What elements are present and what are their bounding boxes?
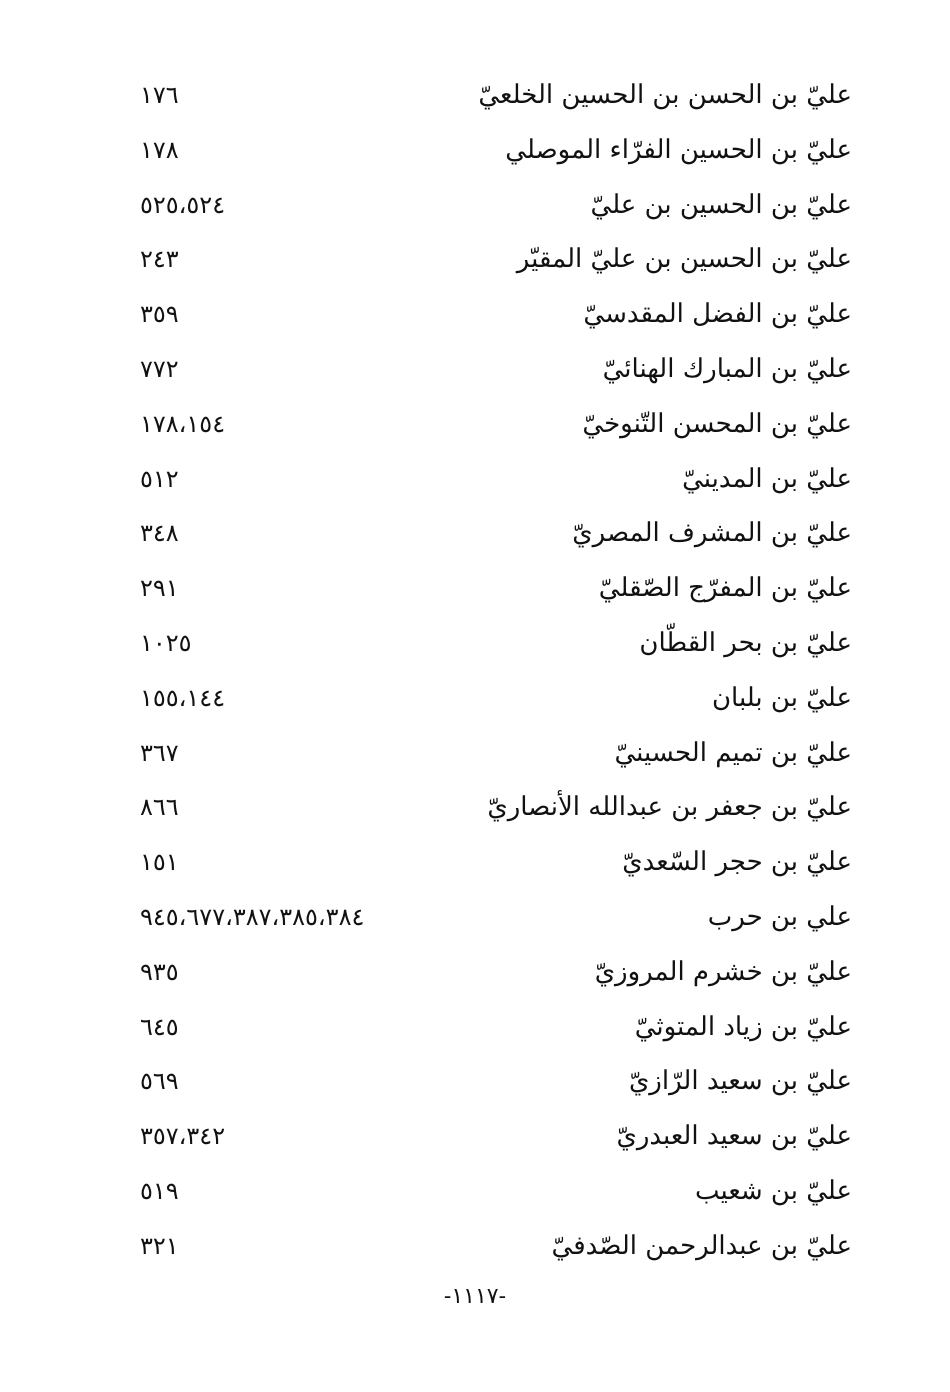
- index-entry: [140, 506, 852, 561]
- entry-name: عليّ بن زياد المتوثيّ: [634, 1011, 852, 1042]
- entry-name: عليّ بن تميم الحسينيّ: [614, 737, 852, 768]
- index-entry: [140, 890, 852, 945]
- entry-page-refs: ٥٢٥،٥٢٤: [140, 190, 226, 219]
- entry-page-refs: ٥١٩: [140, 1176, 179, 1205]
- entry-page-refs: ٣٢١: [140, 1231, 179, 1260]
- entry-page-refs: ٦٤٥: [140, 1012, 179, 1041]
- index-entry: [140, 835, 852, 890]
- entry-page-refs: ٢٤٣: [140, 245, 179, 274]
- entry-name: عليّ بن خشرم المروزيّ: [594, 956, 852, 987]
- entry-name: عليّ بن الفضل المقدسيّ: [583, 299, 852, 330]
- index-entry: [140, 342, 852, 397]
- index-entry: [140, 1164, 852, 1219]
- index-entry: [140, 452, 852, 507]
- entry-name: عليّ بن الحسين الفرّاء الموصلي: [505, 134, 852, 165]
- index-entry: [140, 1219, 852, 1274]
- entry-name: عليّ بن الحسين بن عليّ: [590, 189, 852, 220]
- index-entry: [140, 1054, 852, 1109]
- index-entry: [140, 671, 852, 726]
- entry-page-refs: ٩٤٥،٦٧٧،٣٨٧،٣٨٥،٣٨٤: [140, 902, 365, 931]
- entry-name: علي بن حرب: [707, 901, 852, 932]
- entry-name: عليّ بن شعيب: [694, 1175, 852, 1206]
- entry-page-refs: ١٠٢٥: [140, 628, 192, 657]
- entry-page-refs: ٣٤٨: [140, 519, 179, 548]
- index-entry: [140, 397, 852, 452]
- index-entry: [140, 1109, 852, 1164]
- entry-name: عليّ بن بلبان: [711, 682, 852, 713]
- entry-page-refs: ١٧٦: [140, 81, 179, 109]
- entry-name: عليّ بن المفرّج الصّقليّ: [598, 573, 852, 604]
- entry-name: عليّ بن سعيد العبدريّ: [616, 1121, 852, 1152]
- index-entry: [140, 68, 852, 123]
- entry-page-refs: ٨٦٦: [140, 793, 179, 822]
- entry-page-refs: ٣٦٧: [140, 738, 179, 767]
- index-entry: [140, 287, 852, 342]
- index-entry: [140, 616, 852, 671]
- index-entry: [140, 780, 852, 835]
- index-entry: [140, 561, 852, 616]
- page-number: -١١١٧-: [443, 1284, 507, 1309]
- entry-page-refs: ١٧٨: [140, 135, 179, 164]
- entry-page-refs: ٣٥٧،٣٤٢: [140, 1122, 226, 1151]
- index-entry: [140, 178, 852, 233]
- entry-name: عليّ بن حجر السّعديّ: [622, 847, 852, 878]
- index-entry: [140, 726, 852, 781]
- entry-name: عليّ بن المحسن التّنوخيّ: [582, 408, 852, 439]
- entry-name: عليّ بن الحسين بن عليّ المقيّر: [516, 244, 852, 275]
- index-entry: [140, 1000, 852, 1055]
- entry-page-refs: ٩٣٥: [140, 957, 179, 986]
- entry-name: عليّ بن بحر القطّان: [639, 627, 852, 658]
- entry-name: عليّ بن جعفر بن عبدالله الأنصاريّ: [487, 792, 852, 823]
- entry-name: عليّ بن المبارك الهنائيّ: [602, 353, 852, 384]
- entry-name: عليّ بن عبدالرحمن الصّدفيّ: [551, 1230, 852, 1261]
- entry-page-refs: ٣٥٩: [140, 300, 179, 329]
- name-index-list: [140, 68, 852, 1274]
- index-entry: [140, 232, 852, 287]
- entry-name: عليّ بن الحسن بن الحسين الخلعيّ: [478, 80, 852, 110]
- index-entry: [140, 123, 852, 178]
- entry-page-refs: ٧٧٢: [140, 354, 179, 383]
- entry-page-refs: ١٥١: [140, 848, 179, 877]
- entry-page-refs: ٥١٢: [140, 464, 179, 493]
- entry-name: عليّ بن المدينيّ: [682, 463, 852, 494]
- entry-page-refs: ١٥٥،١٤٤: [140, 683, 226, 712]
- entry-page-refs: ١٧٨،١٥٤: [140, 409, 226, 438]
- entry-page-refs: ٥٦٩: [140, 1067, 179, 1096]
- index-entry: [140, 945, 852, 1000]
- entry-name: عليّ بن سعيد الرّازيّ: [628, 1066, 852, 1097]
- entry-page-refs: ٢٩١: [140, 574, 179, 603]
- entry-name: عليّ بن المشرف المصريّ: [572, 518, 852, 549]
